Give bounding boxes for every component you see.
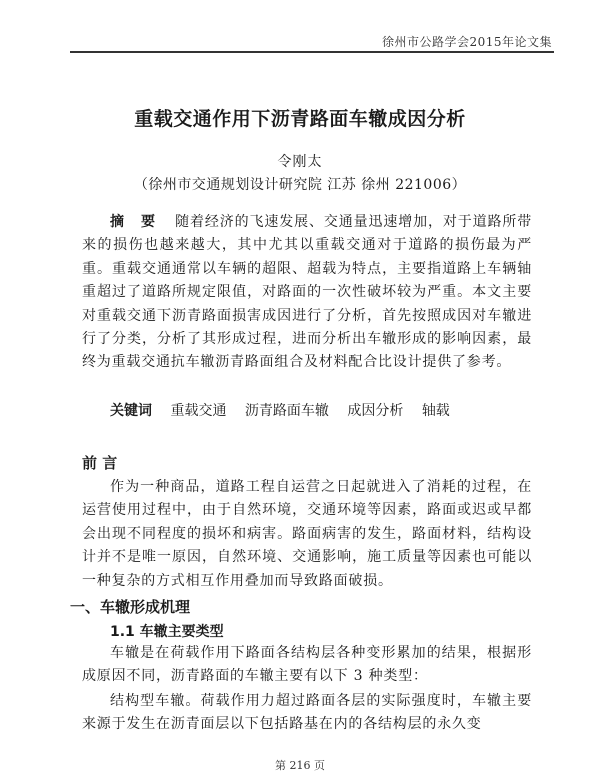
abstract-label: 摘 要: [110, 214, 162, 230]
page-number: 第 216 页: [275, 759, 325, 772]
running-header: 徐州市公路学会2015年论文集: [381, 35, 552, 49]
keyword-item: 轴载: [421, 403, 450, 419]
section-heading-preface: 前 言: [82, 454, 118, 472]
section-heading-1: 一、车辙形成机理: [70, 598, 191, 616]
keyword-item: 沥青路面车辙: [244, 403, 329, 419]
author-name: 令刚太: [277, 154, 323, 170]
keyword-item: 成因分析: [347, 403, 404, 419]
header-rule: [70, 51, 554, 53]
keyword-item: 重载交通: [170, 403, 227, 419]
subsection-heading-1-1: 1.1 车辙主要类型: [110, 624, 224, 640]
keywords-label: 关键词: [110, 403, 152, 419]
section1-paragraph-1: 车辙是在荷载作用下路面各结构层各种变形累加的结果，根据形成原因不同，沥青路面的车辙主要有以下 3 种类型：: [82, 645, 532, 685]
section1-paragraph-2: 结构型车辙。荷载作用力超过路面各层的实际强度时，车辙主要来源于发生在沥青面层以下包括路基在内的各结构层的永久变: [82, 693, 532, 733]
preface-paragraph: 作为一种商品，道路工程自运营之日起就进入了消耗的过程，在运营使用过程中，由于自然环境，交通环境等因素，路面或迟或早都会出现不同程度的损坏和病害。路面病害的发生，路面材料，结构设计并不是唯一原因，自然环境、交通影响，施工质量等因素也可能以一种复杂的方式相互作用叠加而导致路面破损。: [82, 479, 532, 589]
abstract-text: 随着经济的飞速发展、交通量迅速增加，对于道路所带来的损伤也越来越大，其中尤其以重载交通对于道路的损伤最为严重。重载交通通常以车辆的超限、超载为特点，主要指道路上车辆轴重超过了道路所规定限值，对路面的一次性破坏较为严重。本文主要对重载交通下沥青路面损害成因进行了分析，首先按照成因对车辙进行了分类，分析了其形成过程，进而分析出车辙形成的影响因素，最终为重载交通抗车辙沥青路面组合及材料配合比设计提供了参考。: [82, 214, 533, 371]
keywords: [110, 400, 464, 420]
author-affiliation: （徐州市交通规划设计研究院 江苏 徐州 221006）: [133, 177, 467, 193]
abstract: [82, 211, 532, 375]
paper-title: 重载交通作用下沥青路面车辙成因分析: [134, 108, 466, 130]
